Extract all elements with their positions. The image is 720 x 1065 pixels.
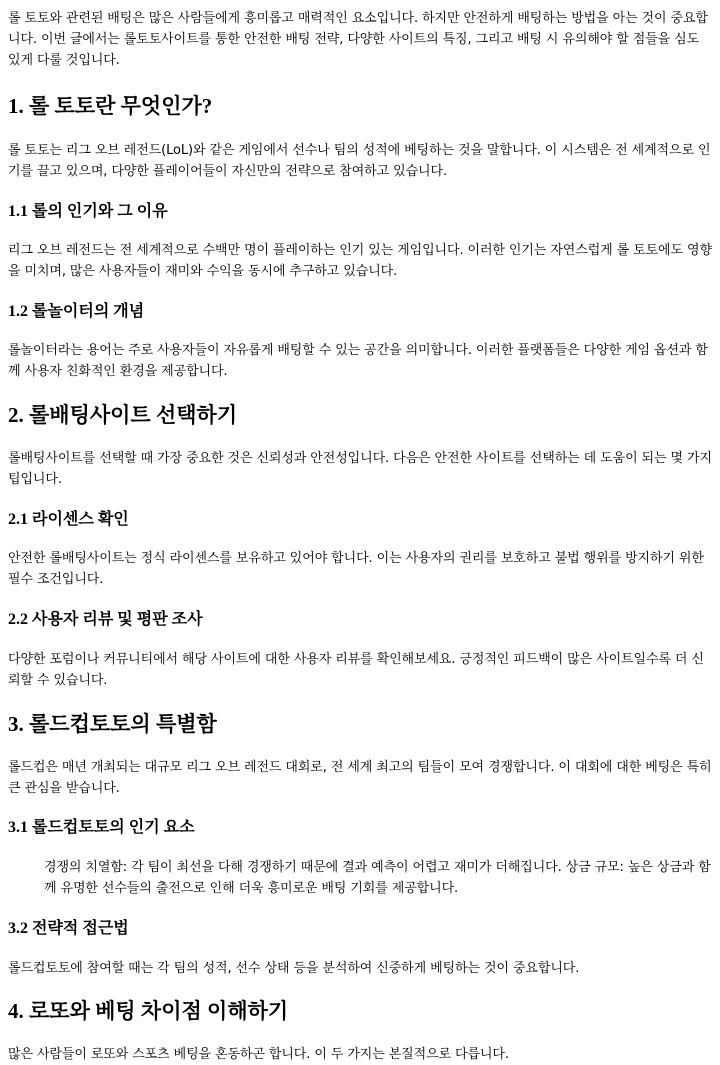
subsection-paragraph-3-2: 롤드컵토토에 참여할 때는 각 팀의 성적, 선수 상태 등을 분석하여 신중하게 베팅하는 것이 중요합니다. (8, 961, 580, 976)
blockquote (44, 857, 712, 899)
subsection-heading-1-2: 1.2 롤놀이터의 개념 (8, 303, 145, 320)
article (0, 8, 720, 1065)
subsection-paragraph-1-2: 롤놀이터라는 용어는 주로 사용자들이 자유롭게 배팅할 수 있는 공간을 의미합니다. 이러한 플랫폼들은 다양한 게임 옵션과 함께 사용자 친화적인 환경을 제공합니다. (8, 343, 708, 379)
section-heading-3: 3. 롤드컵토토의 특별함 (8, 712, 217, 736)
section-heading-2: 2. 롤배팅사이트 선택하기 (8, 403, 238, 427)
subsection-heading-3-1: 3.1 롤드컵토토의 인기 요소 (8, 819, 195, 836)
subsection-heading-3-2: 3.2 전략적 접근법 (8, 920, 129, 937)
section-paragraph-3: 롤드컵은 매년 개최되는 대규모 리그 오브 레전드 대회로, 전 세계 최고의 팀들이 모여 경쟁합니다. 이 대회에 대한 베팅은 특히 큰 관심을 받습니다. (8, 760, 712, 796)
subsection-heading-2-1: 2.1 라이센스 확인 (8, 511, 129, 528)
section-paragraph-2: 롤배팅사이트를 선택할 때 가장 중요한 것은 신뢰성과 안전성입니다. 다음은 안전한 사이트를 선택하는 데 도움이 되는 몇 가지 팁입니다. (8, 451, 712, 487)
quote-paragraph-3-1: 경쟁의 치열함: 각 팀이 최선을 다해 경쟁하기 때문에 결과 예측이 어렵고 재미가 더해집니다. 상금 규모: 높은 상금과 함께 유명한 선수들의 출전으로 인해 더욱 흥미로운 배팅 기회를 제공합니다. (44, 860, 711, 896)
section-paragraph-4: 많은 사람들이 로또와 스포츠 베팅을 혼동하곤 합니다. 이 두 가지는 본질적으로 다릅니다. (8, 1047, 509, 1062)
section-paragraph-1: 롤 토토는 리그 오브 레전드(LoL)와 같은 게임에서 선수나 팀의 성적에 베팅하는 것을 말합니다. 이 시스템은 전 세계적으로 인기를 끌고 있으며, 다양한 플레이어들이 자신만의 전략으로 참여하고 있습니다. (8, 143, 711, 179)
section-heading-4: 4. 로또와 베팅 차이점 이해하기 (8, 999, 289, 1023)
section-heading-1: 1. 롤 토토란 무엇인가? (8, 94, 213, 118)
subsection-paragraph-2-2: 다양한 포럼이나 커뮤니티에서 해당 사이트에 대한 사용자 리뷰를 확인해보세요. 긍정적인 피드백이 많은 사이트일수록 더 신뢰할 수 있습니다. (8, 652, 704, 688)
subsection-paragraph-2-1: 안전한 롤배팅사이트는 정식 라이센스를 보유하고 있어야 합니다. 이는 사용자의 권리를 보호하고 불법 행위를 방지하기 위한 필수 조건입니다. (8, 551, 704, 587)
subsection-heading-2-2: 2.2 사용자 리뷰 및 평판 조사 (8, 611, 203, 628)
intro-paragraph: 롤 토토와 관련된 배팅은 많은 사람들에게 흥미롭고 매력적인 요소입니다. 하지만 안전하게 배팅하는 방법을 아는 것이 중요합니다. 이번 글에서는 롤토토사이트를 통한 안전한 배팅 전략, 다양한 사이트의 특징, 그리고 배팅 시 유의해야 할 점들을 심도 있게 다룰 것입니다. (8, 11, 708, 68)
subsection-heading-1-1: 1.1 롤의 인기와 그 이유 (8, 203, 168, 220)
subsection-paragraph-1-1: 리그 오브 레전드는 전 세계적으로 수백만 명이 플레이하는 인기 있는 게임입니다. 이러한 인기는 자연스럽게 롤 토토에도 영향을 미치며, 많은 사용자들이 재미와 수익을 동시에 추구하고 있습니다. (8, 243, 712, 279)
